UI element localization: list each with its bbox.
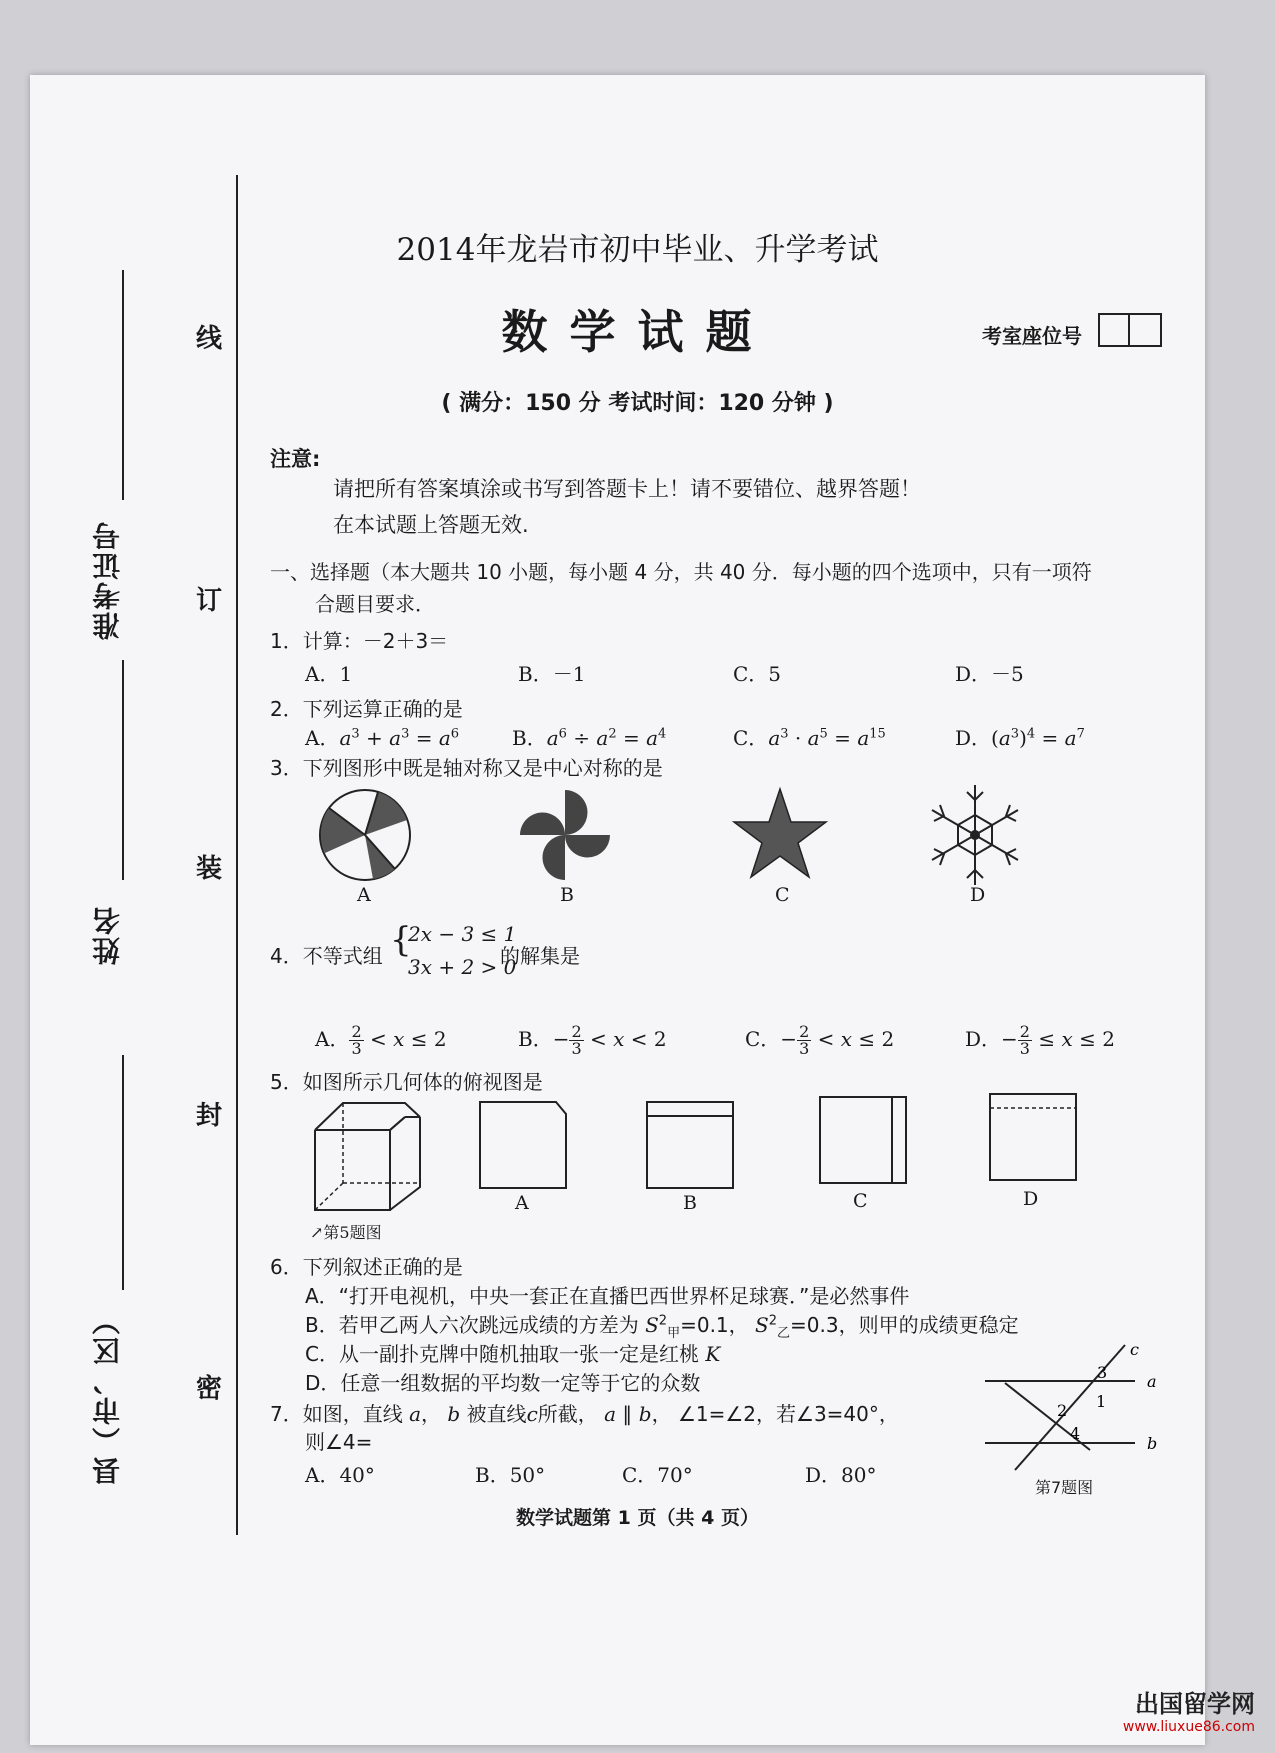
q7-fig-label-b: b	[1147, 1434, 1158, 1453]
name-rule	[122, 660, 124, 880]
paper-title: 数学试题	[501, 305, 774, 359]
q7-option-a: A．40°	[305, 1463, 375, 1487]
q4-brace: {	[390, 920, 412, 960]
q2-option-d: D．$(a^3)^4 = a^7$	[955, 726, 1085, 750]
binding-line	[236, 175, 238, 1535]
exam-info: ( 满分：150 分 考试时间：120 分钟 )	[441, 391, 834, 416]
q6-stem: 6．下列叙述正确的是	[270, 1255, 463, 1279]
exam-title: 2014年龙岩市初中毕业、升学考试	[396, 232, 879, 268]
q6-option-d: D．任意一组数据的平均数一定等于它的众数	[305, 1371, 701, 1395]
q5-caption: ↗第5题图	[310, 1223, 382, 1242]
page-footer: 数学试题第 1 页（共 4 页）	[516, 1507, 759, 1529]
q7-figure	[975, 1335, 1165, 1475]
q7-option-c: C．70°	[622, 1463, 693, 1487]
q7-caption: 第7题图	[1035, 1478, 1094, 1497]
q5-option-c-figure	[818, 1095, 908, 1185]
section-heading: 一、选择题（本大题共 10 小题，每小题 4 分，共 40 分．每小题的四个选项中，只有一项符	[270, 560, 1092, 584]
exam-number-label: 准考证号	[91, 520, 124, 640]
q3-figure-a-circle	[315, 785, 415, 885]
q3-label-c: C	[775, 884, 790, 906]
seal-char-zhuang: 装	[196, 854, 223, 884]
q7-fig-angle-1: 1	[1096, 1392, 1107, 1411]
q7-fig-label-c: c	[1130, 1340, 1139, 1359]
q7-option-d: D．80°	[805, 1463, 877, 1487]
q7-fig-angle-2: 2	[1057, 1401, 1068, 1420]
q3-label-b: B	[560, 884, 574, 906]
section-heading-2: 合题目要求．	[315, 592, 435, 616]
q3-label-d: D	[970, 884, 986, 906]
q1-stem: 1．计算：－2＋3＝	[270, 629, 449, 653]
q4-option-a: A．$\frac{2}{3} < x \le 2$	[315, 1022, 447, 1058]
q5-option-a-figure	[478, 1100, 568, 1190]
q5-label-b: B	[683, 1192, 697, 1214]
q3-figure-b-pinwheel	[515, 785, 615, 885]
q5-label-d: D	[1023, 1188, 1039, 1210]
county-label: 县（市、区）	[91, 1305, 124, 1485]
q6-option-b: B．若甲乙两人六次跳远成绩的方差为 $S^2_甲=0.1$， $S^2_乙=0.3$，则甲的成绩更稳定	[305, 1313, 1019, 1341]
q5-solid-figure	[305, 1095, 435, 1220]
q4-option-b: B．$-\frac{2}{3} < x < 2$	[518, 1022, 667, 1058]
seal-char-mi: 密	[196, 1374, 223, 1404]
q3-label-a: A	[357, 884, 371, 906]
q5-label-c: C	[853, 1190, 868, 1212]
q1-option-b: B．－1	[518, 662, 586, 686]
watermark-url: www.liuxue86.com	[1122, 1719, 1255, 1735]
seat-label: 考室座位号	[982, 324, 1082, 348]
notice-line-1: 请把所有答案填涂或书写到答题卡上！请不要错位、越界答题！	[333, 477, 921, 501]
q2-stem: 2．下列运算正确的是	[270, 697, 463, 721]
q4-inequality-1: 2x − 3 ≤ 1	[408, 922, 517, 946]
q3-figure-c-star	[730, 785, 830, 885]
q6-option-c: C．从一副扑克牌中随机抽取一张一定是红桃 K	[305, 1342, 721, 1366]
q5-option-d-figure	[988, 1092, 1078, 1182]
q1-option-a: A．1	[305, 662, 353, 686]
name-label: 姓名	[91, 905, 124, 965]
q7-fig-angle-4: 4	[1070, 1424, 1081, 1443]
q4-option-d: D．$-\frac{2}{3} \le x \le 2$	[965, 1022, 1115, 1058]
q4-stem-post: 的解集是	[500, 944, 580, 968]
q5-option-b-figure	[645, 1100, 735, 1190]
q2-option-a: A．$a^3 + a^3 = a^6$	[305, 726, 460, 750]
notice-label: 注意:	[270, 447, 321, 471]
q7-ask: 则∠4=	[305, 1430, 373, 1454]
q2-option-b: B．$a^6 \div a^2 = a^4$	[512, 726, 667, 750]
q4-stem-pre: 4．不等式组	[270, 944, 383, 968]
q7-stem: 7．如图，直线 a， b 被直线c所截， a ∥ b， ∠1=∠2，若∠3=40°，	[270, 1402, 899, 1426]
watermark	[1123, 1684, 1255, 1735]
q1-option-c: C．5	[733, 662, 782, 686]
seal-char-ding: 订	[196, 586, 223, 616]
q7-fig-angle-3: 3	[1097, 1363, 1108, 1382]
q3-figure-d-snowflake	[920, 780, 1030, 890]
q7-option-b: B．50°	[475, 1463, 546, 1487]
q1-option-d: D．－5	[955, 662, 1024, 686]
seat-box	[1098, 313, 1162, 347]
q7-fig-label-a: a	[1147, 1372, 1157, 1391]
q4-inequality-2: 3x + 2 > 0	[408, 955, 517, 979]
county-rule	[122, 1055, 124, 1290]
seal-char-feng: 封	[196, 1101, 223, 1131]
seal-char-xian: 线	[196, 324, 223, 354]
q2-option-c: C．$a^3 \cdot a^5 = a^{15}$	[733, 726, 886, 750]
notice-line-2: 在本试题上答题无效.	[333, 513, 529, 537]
q5-stem: 5．如图所示几何体的俯视图是	[270, 1070, 543, 1094]
q3-stem: 3．下列图形中既是轴对称又是中心对称的是	[270, 756, 663, 780]
q6-option-a: A．“打开电视机，中央一套正在直播巴西世界杯足球赛．”是必然事件	[305, 1284, 910, 1308]
q5-label-a: A	[515, 1192, 529, 1214]
watermark-name: 出国留学网	[1135, 1690, 1255, 1718]
q4-option-c: C．$-\frac{2}{3} < x \le 2$	[745, 1022, 895, 1058]
